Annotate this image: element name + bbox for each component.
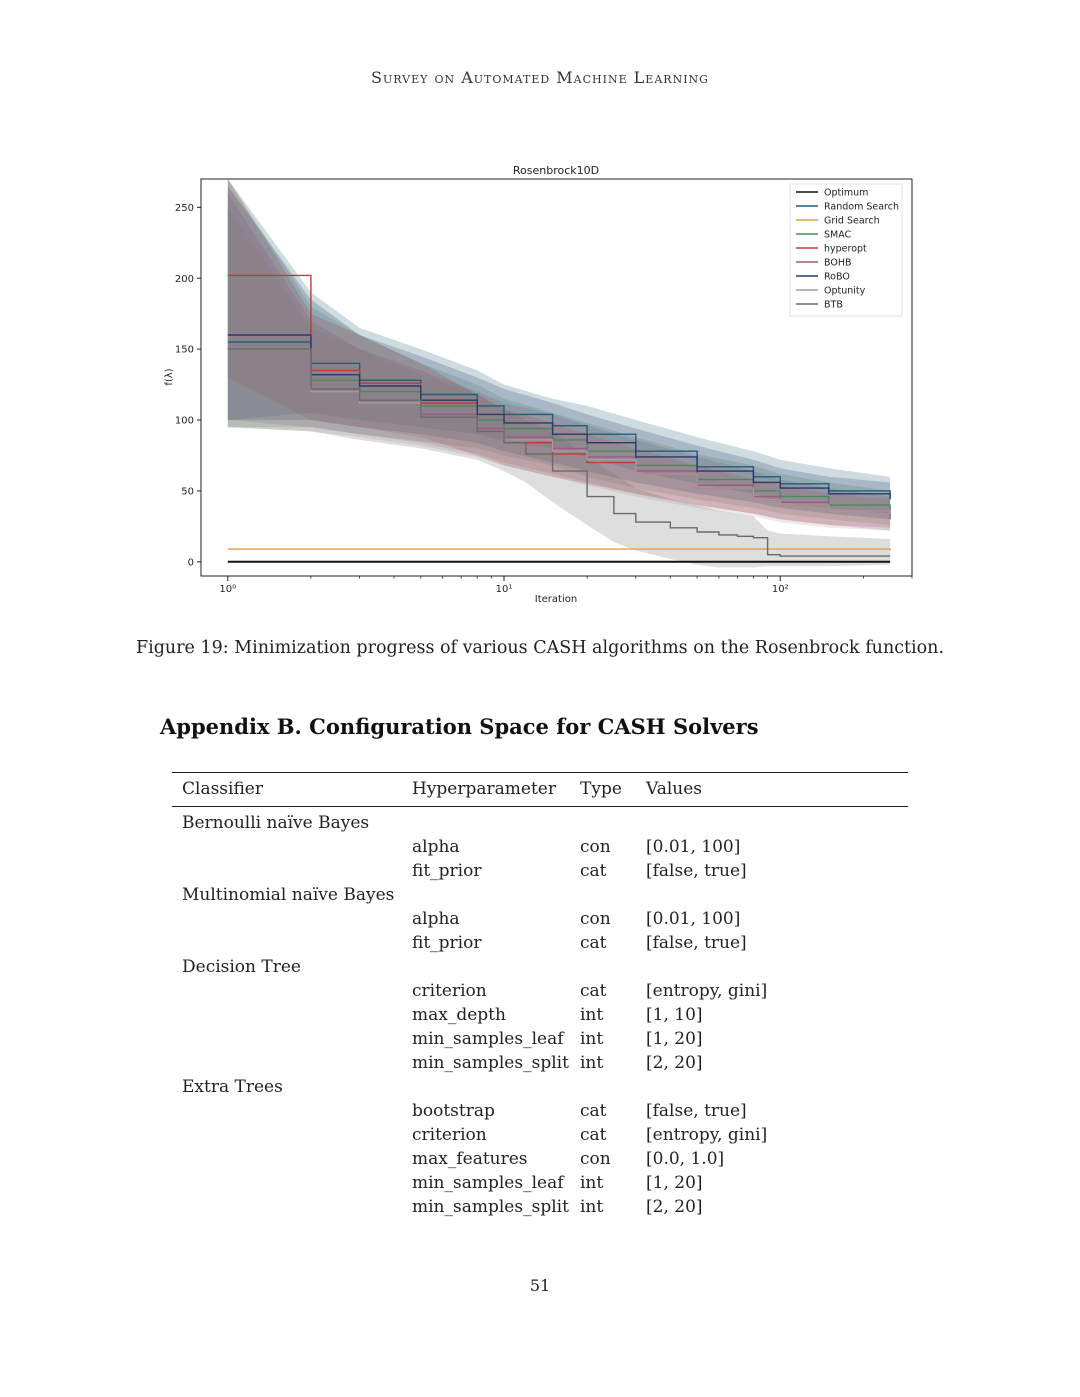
hyperparameter-cell: fit_prior (412, 933, 482, 953)
values-cell: [false, true] (646, 861, 747, 881)
values-cell: [1, 10] (646, 1005, 703, 1025)
table-body (172, 807, 908, 1219)
hyperparameter-cell: criterion (412, 1125, 487, 1145)
hyperparameter-cell: bootstrap (412, 1101, 495, 1121)
hyperparameter-cell: min_samples_split (412, 1197, 569, 1217)
table-header-row (172, 773, 908, 806)
values-cell: [entropy, gini] (646, 981, 768, 1001)
table-row (172, 1051, 908, 1075)
values-cell: [false, true] (646, 1101, 747, 1121)
table-row (172, 1099, 908, 1123)
hyperparameter-cell: min_samples_leaf (412, 1029, 564, 1049)
table-row (172, 1123, 908, 1147)
running-header: Survey on Automated Machine Learning (371, 68, 709, 87)
legend-entry: SMAC (824, 229, 852, 241)
x-tick-label: 10² (771, 584, 789, 595)
table-row (172, 1027, 908, 1051)
y-tick-label: 250 (174, 202, 194, 214)
table-row (172, 1003, 908, 1027)
legend-entry: Grid Search (824, 215, 880, 227)
y-tick-label: 100 (174, 415, 194, 427)
type-cell: int (580, 1005, 604, 1025)
figure-caption: Figure 19: Minimization progress of various CASH algorithms on the Rosenbrock function. (135, 638, 945, 658)
table-group-row (172, 955, 908, 979)
type-cell: con (580, 837, 611, 857)
table-row (172, 835, 908, 859)
config-space-table (172, 772, 908, 1219)
type-cell: int (580, 1029, 604, 1049)
x-tick-label: 10¹ (495, 584, 513, 595)
y-tick-label: 150 (174, 344, 194, 356)
hyperparameter-cell: max_depth (412, 1005, 506, 1025)
legend-entry: BOHB (824, 257, 852, 269)
appendix-title: Appendix B. Configuration Space for CASH Solvers (160, 714, 759, 739)
type-cell: con (580, 1149, 611, 1169)
legend-entry: Optimum (824, 187, 869, 199)
x-axis-label: Iteration (534, 594, 578, 605)
y-tick-label: 50 (181, 486, 194, 498)
type-cell: int (580, 1173, 604, 1193)
x-tick-label: 10⁰ (219, 584, 237, 595)
header-type: Type (580, 779, 622, 799)
values-cell: [2, 20] (646, 1197, 703, 1217)
classifier-name: Multinomial naïve Bayes (182, 885, 395, 905)
header-hyperparameter: Hyperparameter (412, 779, 556, 799)
values-cell: [entropy, gini] (646, 1125, 768, 1145)
rosenbrock-chart (160, 160, 920, 610)
table-row (172, 979, 908, 1003)
type-cell: cat (580, 1125, 607, 1145)
legend-entry: Optunity (824, 285, 866, 297)
values-cell: [1, 20] (646, 1173, 703, 1193)
values-cell: [0.0, 1.0] (646, 1149, 725, 1169)
y-tick-label: 200 (174, 273, 194, 285)
table-group-row (172, 883, 908, 907)
table-group-row (172, 811, 908, 835)
classifier-name: Extra Trees (182, 1077, 283, 1097)
table-row (172, 859, 908, 883)
type-cell: cat (580, 981, 607, 1001)
table-group-row (172, 1075, 908, 1099)
y-tick-label: 0 (187, 557, 194, 569)
type-cell: cat (580, 1101, 607, 1121)
y-axis-label: f(λ) (164, 368, 175, 386)
classifier-name: Decision Tree (182, 957, 301, 977)
figure-rosenbrock (160, 160, 920, 610)
table-row (172, 907, 908, 931)
hyperparameter-cell: alpha (412, 909, 460, 929)
hyperparameter-cell: min_samples_leaf (412, 1173, 564, 1193)
values-cell: [1, 20] (646, 1029, 703, 1049)
table-row (172, 931, 908, 955)
page-number: 51 (529, 1276, 551, 1295)
type-cell: con (580, 909, 611, 929)
legend-entry: hyperopt (824, 243, 867, 255)
hyperparameter-cell: alpha (412, 837, 460, 857)
type-cell: int (580, 1053, 604, 1073)
values-cell: [2, 20] (646, 1053, 703, 1073)
type-cell: int (580, 1197, 604, 1217)
values-cell: [false, true] (646, 933, 747, 953)
chart-legend (790, 184, 902, 316)
table-row (172, 1195, 908, 1219)
values-cell: [0.01, 100] (646, 909, 741, 929)
classifier-name: Bernoulli naïve Bayes (182, 813, 370, 833)
values-cell: [0.01, 100] (646, 837, 741, 857)
hyperparameter-cell: max_features (412, 1149, 528, 1169)
legend-entry: Random Search (824, 201, 899, 213)
hyperparameter-cell: min_samples_split (412, 1053, 569, 1073)
hyperparameter-cell: fit_prior (412, 861, 482, 881)
chart-title: Rosenbrock10D (512, 164, 600, 177)
hyperparameter-cell: criterion (412, 981, 487, 1001)
legend-entry: BTB (824, 299, 843, 311)
table-row (172, 1171, 908, 1195)
table-row (172, 1147, 908, 1171)
legend-entry: RoBO (824, 271, 850, 283)
header-values: Values (646, 779, 703, 799)
header-classifier: Classifier (182, 779, 263, 799)
type-cell: cat (580, 933, 607, 953)
type-cell: cat (580, 861, 607, 881)
